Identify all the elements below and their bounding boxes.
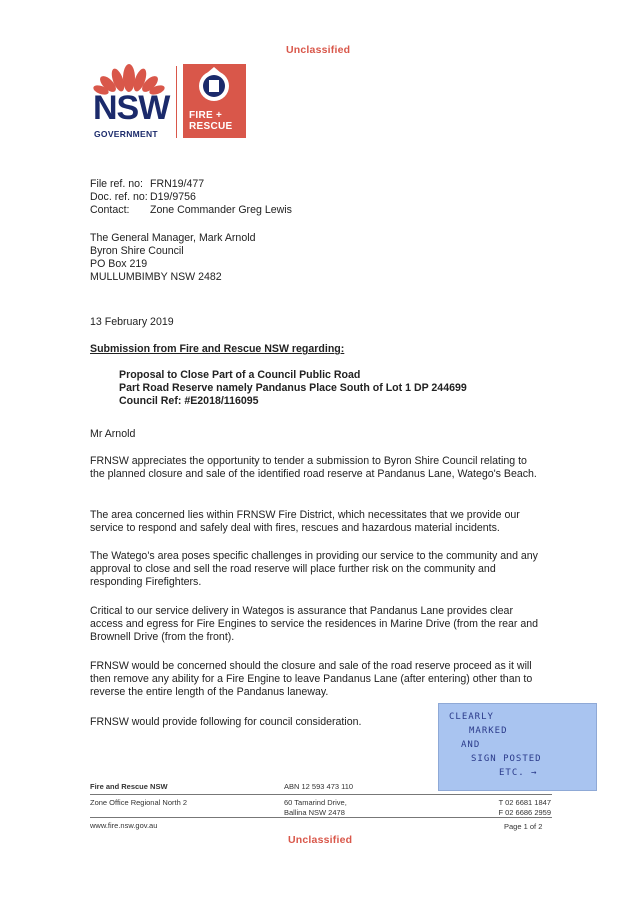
fire-logo-line1: FIRE +: [189, 110, 223, 121]
footer-address-line: Ballina NSW 2478: [284, 808, 345, 817]
handwritten-line: SIGN POSTED: [471, 754, 542, 764]
address-line: The General Manager, Mark Arnold: [90, 232, 256, 244]
proposal-heading: [119, 369, 467, 408]
classification-top: Unclassified: [286, 44, 351, 56]
classification-bottom: Unclassified: [288, 834, 353, 846]
rescue-logo-line2: RESCUE: [189, 121, 233, 132]
footer-rule-bottom: [90, 817, 552, 818]
sticky-note: [438, 703, 597, 791]
ref-row: [90, 191, 292, 204]
paragraph-5: FRNSW would be concerned should the closure and sale of the road reserve proceed as it will then remove any ability for a Fire Engine to leave Pandanus Lane (after entering) other than to reverse the entire length of the Pandanus laneway.: [90, 660, 533, 698]
proposal-line: Proposal to Close Part of a Council Public Road: [119, 369, 361, 381]
ref-label: Doc. ref. no:: [90, 191, 148, 203]
reference-block: [90, 178, 292, 217]
nsw-government-label: GOVERNMENT: [94, 129, 158, 139]
footer-website[interactable]: www.fire.nsw.gov.au: [90, 821, 158, 830]
paragraph-2: The area concerned lies within FRNSW Fire District, which necessitates that we provide our service to respond and safely deal with fires, rescues and hazardous material incidents.: [90, 509, 520, 534]
logo-divider: [176, 66, 177, 138]
ref-label: Contact:: [90, 204, 130, 216]
footer-org: Fire and Rescue NSW: [90, 782, 168, 791]
ref-row: [90, 178, 292, 191]
paragraph-3: The Watego's area poses specific challenges in providing our service to the community and any approval to close and sell the road reserve will place further risk on the community and responding Firefighters.: [90, 550, 538, 588]
ref-value: Zone Commander Greg Lewis: [150, 204, 292, 216]
footer-address-line: 60 Tamarind Drive,: [284, 798, 347, 807]
proposal-line: Council Ref: #E2018/116095: [119, 395, 259, 407]
nsw-government-logo: [90, 56, 168, 140]
handwritten-line: MARKED: [469, 726, 508, 736]
paragraph-1: FRNSW appreciates the opportunity to tender a submission to Byron Shire Council relating to the planned closure and sale of the identified road reserve at Pandanus Lane, Watego's Beach.: [90, 455, 537, 480]
ref-row: [90, 204, 292, 217]
address-line: MULLUMBIMBY NSW 2482: [90, 271, 222, 283]
footer-page-number: Page 1 of 2: [504, 822, 543, 831]
address-line: PO Box 219: [90, 258, 148, 270]
nsw-wordmark: NSW: [93, 89, 170, 127]
footer-address: [284, 798, 347, 818]
footer-phone: T 02 6681 1847: [498, 798, 551, 807]
recipient-address: [90, 232, 255, 284]
fire-rescue-logo: [183, 64, 246, 138]
paragraph-4: Critical to our service delivery in Wategos is assurance that Pandanus Lane provides clear access and egress for Fire Engines to service the residences in Marine Drive (from the rear and Brownell Drive (from the front).: [90, 605, 539, 643]
fire-rescue-crest-icon: [183, 64, 246, 108]
ref-value: FRN19/477: [150, 178, 205, 190]
letter-subject: Submission from Fire and Rescue NSW regarding:: [90, 343, 345, 355]
footer-abn: ABN 12 593 473 110: [284, 782, 354, 791]
handwritten-line: ETC. →: [499, 768, 538, 778]
ref-value: D19/9756: [150, 191, 196, 203]
salutation: Mr Arnold: [90, 428, 136, 440]
footer-contact: [493, 798, 551, 818]
address-line: Byron Shire Council: [90, 245, 184, 257]
proposal-line: Part Road Reserve namely Pandanus Place South of Lot 1 DP 244699: [119, 382, 467, 394]
letter-date: 13 February 2019: [90, 316, 174, 328]
footer-office: Zone Office Regional North 2: [90, 798, 187, 807]
footer-rule-top: [90, 794, 552, 795]
ref-label: File ref. no:: [90, 178, 143, 190]
handwritten-line: CLEARLY: [449, 712, 494, 722]
paragraph-6: FRNSW would provide following for council consideration.: [90, 716, 362, 728]
handwritten-line: AND: [461, 740, 481, 750]
footer-fax: F 02 6686 2959: [498, 808, 551, 817]
